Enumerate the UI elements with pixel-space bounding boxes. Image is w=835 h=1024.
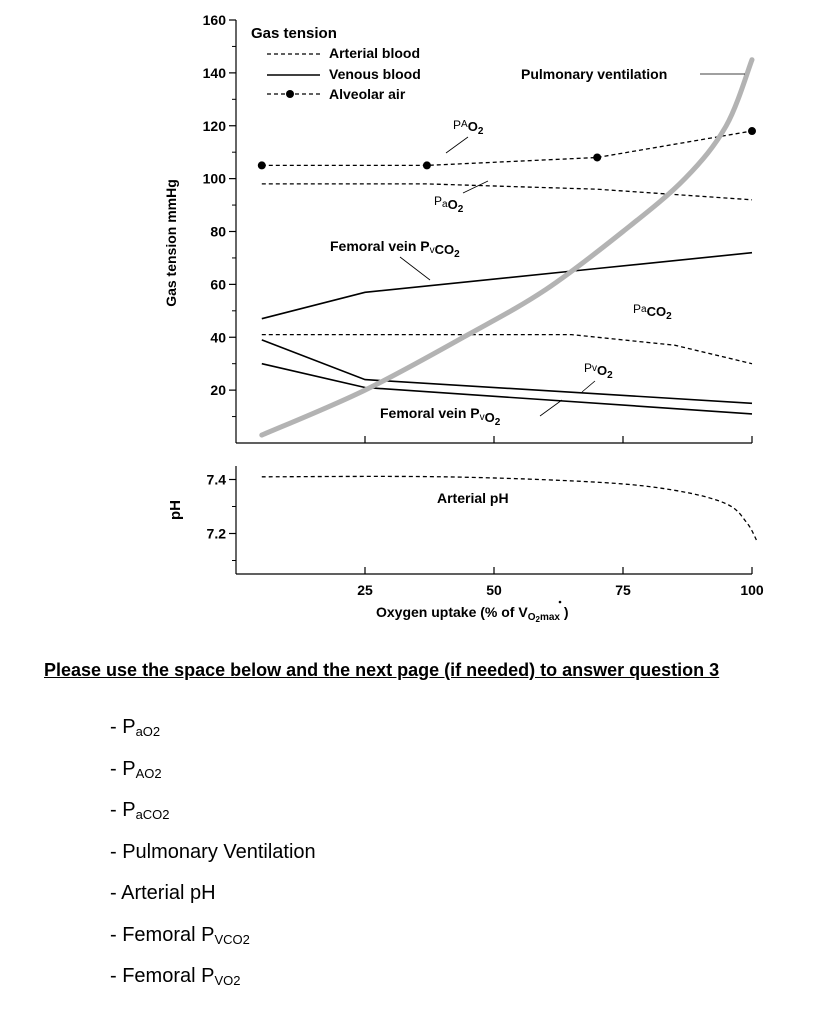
bottom-y-axis-label: pH bbox=[167, 500, 184, 520]
label-pao2-arterial bbox=[434, 194, 464, 215]
list-item bbox=[110, 882, 316, 924]
label-pao2-alveolar-2: 2 bbox=[477, 126, 484, 137]
bottom-x-ticks bbox=[357, 567, 764, 598]
bottom-series-layer bbox=[262, 476, 757, 541]
label-pvo2-p: P bbox=[584, 361, 593, 375]
list-item-sub: AO2 bbox=[135, 765, 162, 781]
list-item bbox=[110, 758, 316, 800]
list-item-text: - Arterial pH bbox=[110, 882, 216, 904]
x-axis-label-o: O bbox=[527, 612, 536, 623]
bottom-y-ticks bbox=[207, 472, 236, 561]
x-tick-label: 25 bbox=[357, 582, 373, 598]
label-pao2-alveolar-sub: A bbox=[461, 119, 468, 130]
list-item bbox=[110, 965, 316, 1007]
label-arterial-ph: Arterial pH bbox=[437, 490, 509, 506]
question-instruction: Please use the space below and the next page (if needed) to answer question 3 bbox=[44, 660, 720, 680]
data-point bbox=[258, 161, 266, 169]
list-item-text: - P bbox=[110, 716, 136, 738]
x-axis-label-end: ) bbox=[559, 604, 569, 620]
label-pvo2-2: 2 bbox=[607, 370, 613, 381]
label-paco2-2: 2 bbox=[666, 311, 672, 322]
legend-alveolar-dot bbox=[286, 90, 294, 98]
label-femoral-pvo2-o: O bbox=[484, 410, 495, 425]
x-axis-label-2: 2 bbox=[535, 615, 540, 624]
series-line-paco2 bbox=[262, 335, 752, 364]
y-tick-label: 120 bbox=[202, 117, 226, 134]
label-femoral-pvco2-text: Femoral vein P bbox=[330, 238, 430, 254]
list-item-sub: VO2 bbox=[214, 973, 241, 988]
x-axis-label-max: max bbox=[539, 612, 560, 623]
label-paco2-sub: a bbox=[641, 304, 647, 315]
series-line-femoral-vein-pvco2 bbox=[262, 253, 752, 319]
list-item-text: - P bbox=[110, 799, 136, 821]
legend-title: Gas tension bbox=[251, 25, 337, 42]
list-item-sub: aO2 bbox=[135, 724, 161, 739]
label-paco2 bbox=[633, 302, 672, 322]
list-item bbox=[110, 841, 316, 883]
label-femoral-pvo2-2: 2 bbox=[494, 417, 501, 428]
leader-femoral-pvo2 bbox=[540, 400, 562, 416]
y-tick-label: 20 bbox=[210, 382, 226, 399]
series-line-pvo2 bbox=[262, 340, 752, 403]
list-item-text: - P bbox=[110, 757, 136, 780]
label-femoral-pvco2-co: CO bbox=[434, 242, 455, 257]
list-item-text: - Femoral P bbox=[110, 965, 215, 987]
label-pao2-arterial-o: O bbox=[447, 197, 458, 212]
list-item bbox=[110, 716, 316, 758]
label-pvo2-o: O bbox=[597, 363, 608, 378]
top-y-ticks bbox=[203, 12, 236, 417]
label-pulmonary-ventilation: Pulmonary ventilation bbox=[521, 66, 668, 82]
label-femoral-pvco2-2: 2 bbox=[454, 249, 460, 260]
series-line-arterial-ph bbox=[262, 476, 757, 541]
series-line-pao2 bbox=[262, 131, 752, 165]
x-tick-label: 50 bbox=[486, 582, 502, 598]
list-item bbox=[110, 799, 316, 841]
x-tick-label: 75 bbox=[615, 582, 631, 598]
label-femoral-pvo2 bbox=[380, 405, 501, 428]
list-item-text: - Pulmonary Ventilation bbox=[110, 840, 316, 863]
y-tick-label: 7.2 bbox=[206, 525, 226, 542]
x-axis-label-main: Oxygen uptake (% of bbox=[376, 604, 519, 620]
legend-arterial-label: Arterial blood bbox=[329, 45, 421, 61]
data-point bbox=[423, 161, 431, 169]
label-pao2-arterial-p: P bbox=[434, 194, 443, 208]
list-item bbox=[110, 924, 316, 966]
legend-alveolar-label: Alveolar air bbox=[329, 86, 406, 102]
label-pvo2-sub: v bbox=[592, 363, 598, 374]
label-paco2-p: P bbox=[633, 302, 642, 316]
y-tick-label: 100 bbox=[202, 170, 226, 187]
label-pao2-alveolar-o: O bbox=[467, 119, 478, 134]
y-tick-label: 40 bbox=[210, 329, 226, 346]
y-tick-label: 60 bbox=[210, 276, 226, 293]
leader-pvo2 bbox=[582, 381, 595, 392]
y-tick-label: 7.4 bbox=[206, 471, 226, 488]
x-tick-label: 100 bbox=[740, 582, 764, 598]
vdot-mark bbox=[559, 601, 562, 604]
label-femoral-pvco2 bbox=[330, 238, 460, 260]
leader-pao2-arterial bbox=[463, 181, 488, 193]
answer-list bbox=[110, 716, 316, 1007]
leader-pao2-alveolar bbox=[446, 137, 468, 153]
label-pvo2 bbox=[584, 361, 613, 381]
label-pao2-arterial-2: 2 bbox=[457, 204, 464, 215]
top-x-ticks bbox=[365, 436, 752, 443]
x-axis-label-v: V bbox=[518, 604, 528, 620]
data-point bbox=[748, 127, 756, 135]
top-y-axis-label: Gas tension mmHg bbox=[163, 179, 179, 307]
data-point bbox=[593, 153, 601, 161]
x-axis-label bbox=[376, 604, 569, 624]
label-pao2-alveolar-p: P bbox=[453, 118, 462, 132]
label-pao2-alveolar bbox=[453, 118, 484, 137]
label-pao2-arterial-sub: a bbox=[442, 199, 448, 210]
label-femoral-pvo2-sub: v bbox=[479, 412, 485, 423]
label-paco2-co: CO bbox=[646, 304, 667, 319]
list-item-sub: VCO2 bbox=[214, 931, 250, 947]
list-item-sub: aCO2 bbox=[135, 807, 170, 822]
leader-femoral-pvco2 bbox=[400, 257, 430, 280]
label-femoral-pvco2-sub: v bbox=[429, 245, 435, 256]
y-tick-label: 140 bbox=[202, 64, 226, 81]
legend-venous-label: Venous blood bbox=[329, 66, 421, 82]
y-tick-label: 160 bbox=[202, 12, 226, 28]
y-tick-label: 80 bbox=[210, 223, 226, 240]
list-item-text: - Femoral P bbox=[110, 923, 215, 946]
label-femoral-pvo2-text: Femoral vein P bbox=[380, 405, 480, 421]
